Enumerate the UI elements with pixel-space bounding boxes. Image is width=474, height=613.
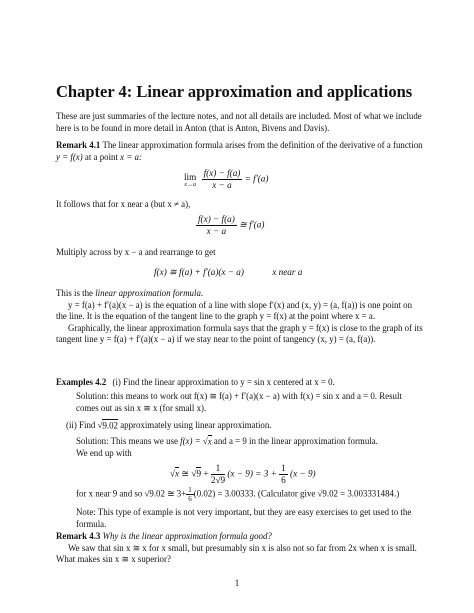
example-ii-solution-line: Solution: This means we use f(x) = √x and a = 9 in the linear approximation formula. bbox=[76, 436, 378, 446]
difference-quotient: $\frac{f(x) - f(a)}{x - a}$ bbox=[203, 168, 241, 190]
remark-4-3-label: Remark 4.3 bbox=[56, 531, 101, 541]
remark-4-1-paragraph bbox=[56, 140, 424, 163]
final-fraction: $\frac{1}{6}$ bbox=[188, 486, 192, 503]
multiply-line: Multiply across by x − a and rearrange to get bbox=[56, 247, 216, 257]
example-ii-radicand: 9.02 bbox=[102, 420, 118, 430]
remark-4-1-text-b: at a point bbox=[84, 151, 118, 162]
remark-4-3 bbox=[56, 531, 424, 566]
formula-name-line: This is the linear approximation formula. bbox=[56, 288, 204, 298]
equation-limit-rhs: = f′(a) bbox=[244, 173, 269, 184]
equation-sqrt-approximation: √x ≅ √9 + $\frac{1}{2√9}$ (x − 9) = 3 + $\frac{1}{6}$ (x − 9) bbox=[170, 463, 316, 485]
example-ii-solution bbox=[76, 436, 424, 459]
end-up-line: We end up with bbox=[76, 447, 132, 458]
example-ii-line: (ii) Find √9.02 approximately using linear approximation. bbox=[66, 420, 272, 430]
final-approximation-line: for x near 9 and so √9.02 ≅ 3+ $\frac{1}{6}$ (0.02) = 3.00333. (Calculator give √9.02 = 3.003331484.) bbox=[76, 486, 400, 503]
sqrt-coefficient-fraction: $\frac{1}{2√9}$ bbox=[210, 463, 226, 485]
linear-approximation-note: x near a bbox=[272, 267, 303, 277]
example-note: Note: This type of example is not very important, but they are easy exercises to get used to the formula. bbox=[76, 507, 412, 529]
equation-limit-definition bbox=[184, 168, 268, 191]
intro-paragraph: These are just summaries of the lecture notes, and not all details are included. Most of what we include here is to be found in more detail in Anton (that is Anton, Bivens and Davis). bbox=[56, 111, 422, 133]
remark-4-3-question: Why is the linear approximation formula good? bbox=[102, 531, 272, 541]
linear-approximation-formula: f(x) ≅ f(a) + f′(a)(x − a) bbox=[154, 267, 244, 277]
chapter-title: Chapter 4: Linear approximation and applications bbox=[56, 82, 413, 101]
remark-4-3-heading bbox=[56, 531, 424, 543]
examples-4-2-label: Examples 4.2 bbox=[56, 377, 107, 387]
remark-4-1-math-b: x = a: bbox=[120, 151, 142, 162]
remark-4-1-text-a: The linear approximation formula arises from the definition of the derivative of a function bbox=[102, 140, 423, 150]
equation-approx-quotient bbox=[196, 214, 264, 237]
graphical-paragraph: Graphically, the linear approximation formula says that the graph y = f(x) is close to the graph of its tangent line y = f(a) + f′(a)(x − a) if we stay near to the point of tangency (x, y) = (a, f(a)). bbox=[56, 322, 423, 345]
remark-4-3-text: We saw that sin x ≅ x for x small, but presumably sin x is also not so far from 2x when x is small. What makes sin x ≅ x superior? bbox=[56, 542, 417, 565]
example-i-text: (i) Find the linear approximation to y = sin x centered at x = 0. bbox=[112, 377, 335, 387]
approx-difference-quotient: $\frac{f(x) - f(a)}{x - a}$ bbox=[198, 214, 235, 236]
remark-4-1-math-a: y = f(x) bbox=[56, 151, 83, 162]
remark-4-1-label: Remark 4.1 bbox=[56, 140, 101, 150]
page-number: 1 bbox=[234, 578, 240, 588]
one-sixth-fraction: $\frac{1}{6}$ bbox=[281, 463, 286, 485]
equation-approx-rhs: ≅ f′(a) bbox=[239, 219, 265, 230]
linear-approximation-discussion bbox=[56, 288, 424, 346]
example-i-solution: Solution: this means to work out f(x) ≅ f(a) + f′(a)(x − a) with f(x) = sin x and a = 0. Result comes out as sin x ≅ x (for small x). bbox=[76, 391, 402, 413]
limit-operator: lim x→a bbox=[184, 171, 197, 188]
follows-line: It follows that for x near a (but x ≠ a), bbox=[56, 199, 191, 209]
formula-name: linear approximation formula bbox=[95, 288, 201, 298]
equation-linear-approximation bbox=[154, 267, 302, 278]
tangent-line-paragraph: y = f(a) + f′(a)(x − a) is the equation of a line with slope f′(x) and (x, y) = (a, f(a)) is one point on the line. It is the equation of the tangent line to the graph y = f(x) at the point where x = a. bbox=[56, 299, 413, 322]
example-ii-conclusion bbox=[76, 486, 424, 530]
example-i-line bbox=[56, 377, 424, 389]
